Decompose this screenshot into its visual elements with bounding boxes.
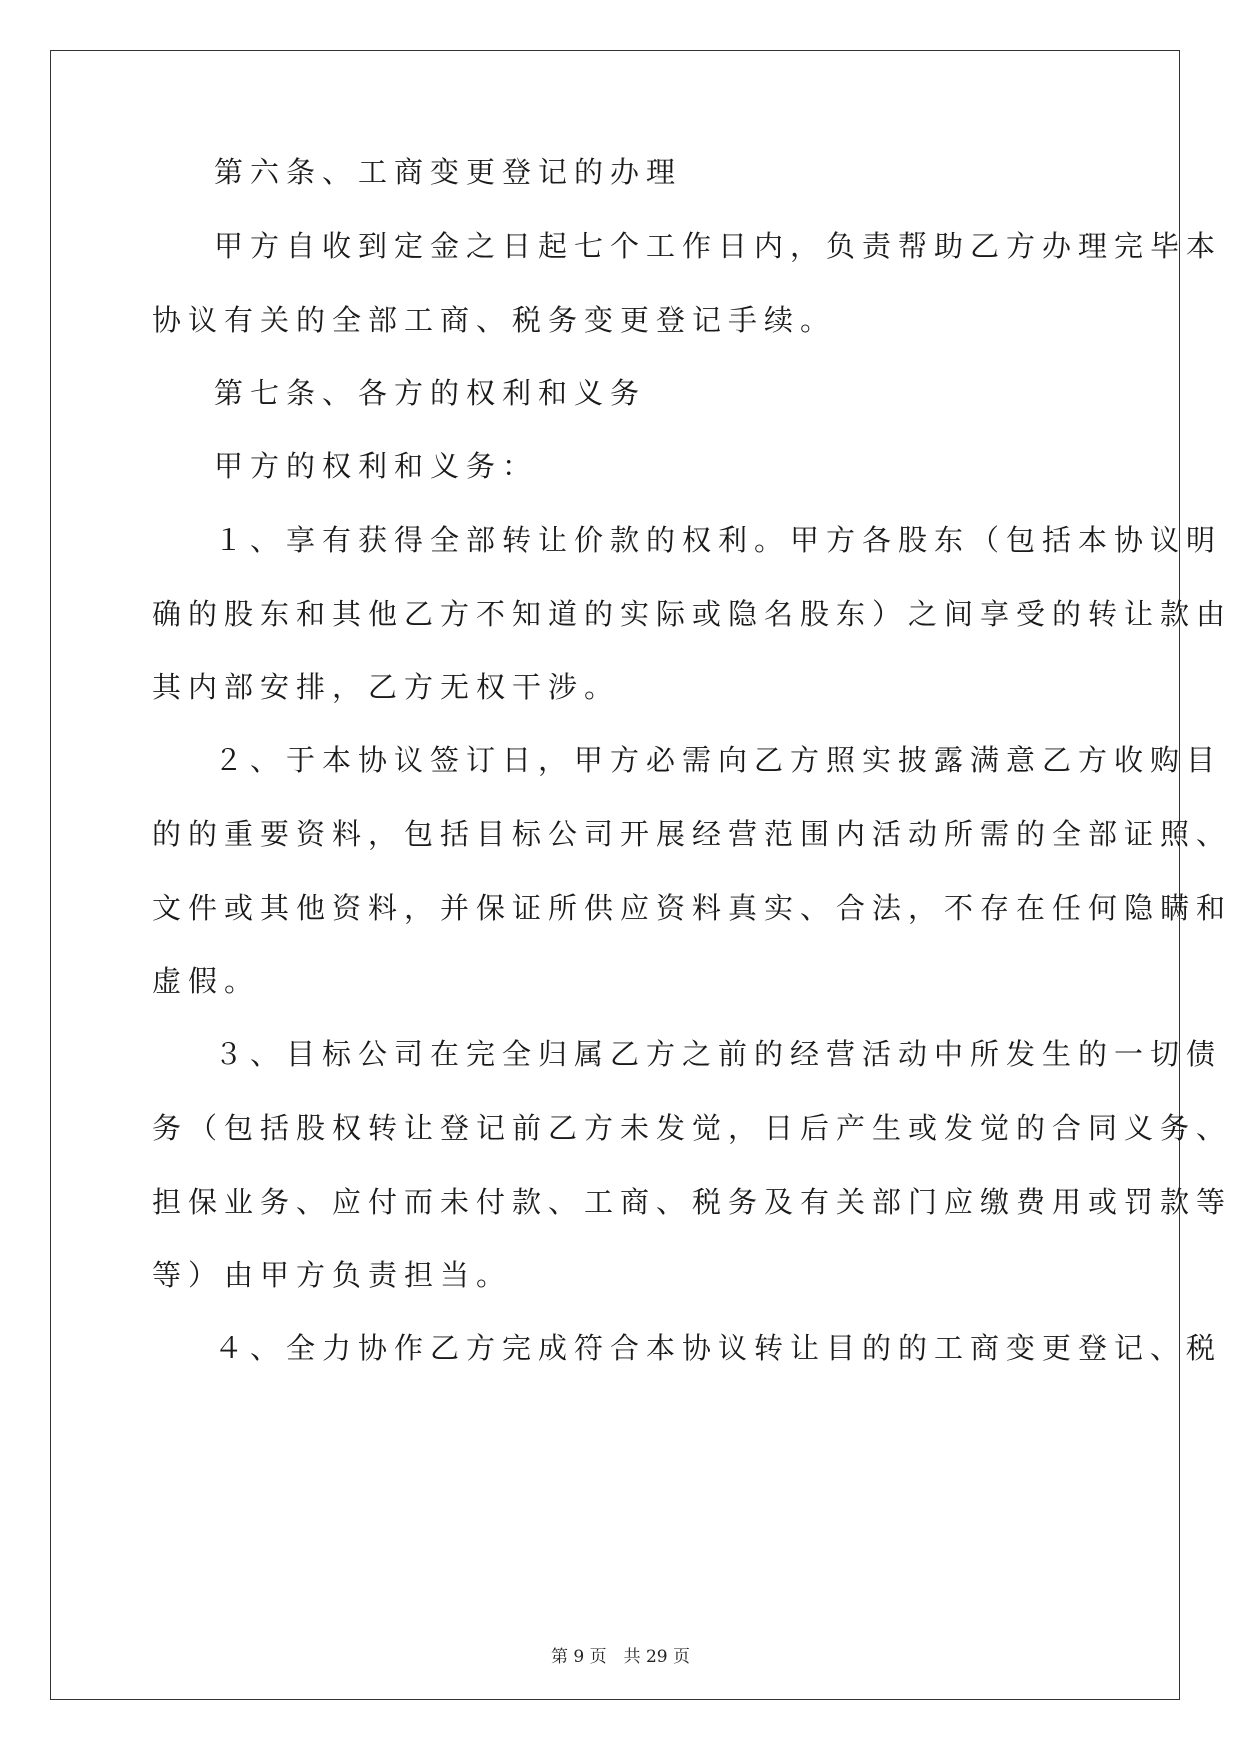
paragraph-line: 确的股东和其他乙方不知道的实际或隐名股东）之间享受的转让款由 — [152, 597, 1233, 631]
paragraph-line: 等）由甲方负责担当。 — [152, 1258, 513, 1292]
paragraph-line: ２、于本协议签订日，甲方必需向乙方照实披露满意乙方收购目 — [214, 743, 1223, 777]
paragraph-line: 甲方自收到定金之日起七个工作日内，负责帮助乙方办理完毕本 — [214, 229, 1223, 263]
paragraph-line: 文件或其他资料，并保证所供应资料真实、合法，不存在任何隐瞒和 — [152, 891, 1233, 925]
paragraph-line: １、享有获得全部转让价款的权利。甲方各股东（包括本协议明 — [214, 523, 1223, 557]
paragraph-line: 其内部安排，乙方无权干涉。 — [152, 670, 621, 704]
paragraph-line: 的的重要资料，包括目标公司开展经营范围内活动所需的全部证照、 — [152, 817, 1233, 851]
paragraph-line: ４、全力协作乙方完成符合本协议转让目的的工商变更登记、税 — [214, 1331, 1223, 1365]
page-number: 第 9 页 共 29 页 — [550, 1647, 691, 1667]
section-subheading: 甲方的权利和义务： — [214, 449, 539, 483]
page-border — [50, 50, 1233, 1700]
article-7-heading: 第七条、各方的权利和义务 — [214, 376, 647, 410]
paragraph-line: 协议有关的全部工商、税务变更登记手续。 — [152, 303, 837, 337]
paragraph-line: 虚假。 — [152, 964, 261, 998]
article-6-heading: 第六条、工商变更登记的办理 — [214, 155, 683, 189]
paragraph-line: ３、目标公司在完全归属乙方之前的经营活动中所发生的一切债 — [214, 1037, 1223, 1071]
paragraph-line: 务（包括股权转让登记前乙方未发觉，日后产生或发觉的合同义务、 — [152, 1111, 1233, 1145]
page-footer — [0, 1645, 1241, 1669]
paragraph-line: 担保业务、应付而未付款、工商、税务及有关部门应缴费用或罚款等 — [152, 1185, 1233, 1219]
